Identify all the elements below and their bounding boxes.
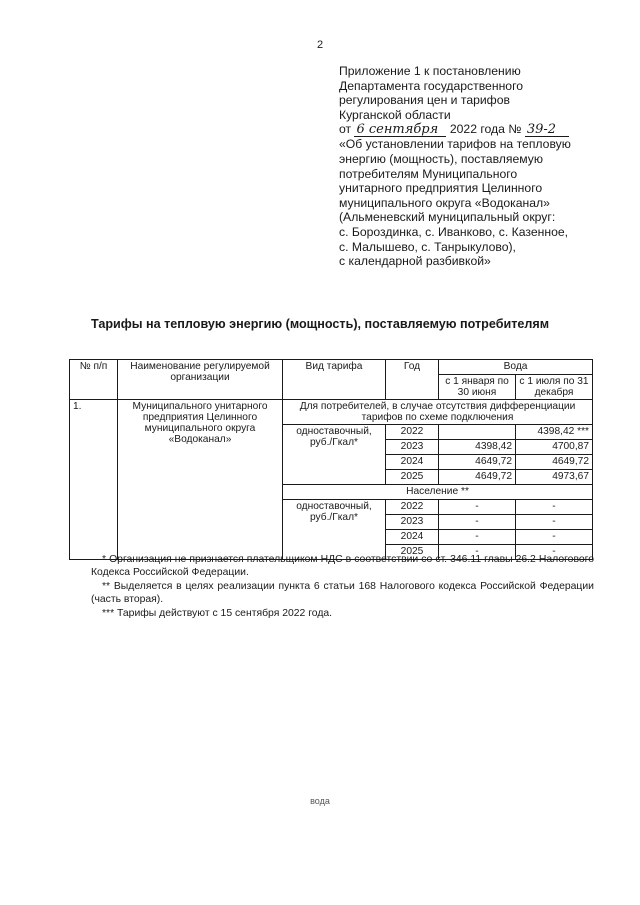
footnote-2: ** Выделяется в целях реализации пункта 6 статьи 168 Налогового кодекса Российской Федерации (часть вторая).	[91, 580, 594, 606]
tariff-type-cell: одноставочный, руб./Гкал*	[283, 425, 386, 485]
header-tariff-type: Вид тарифа	[283, 360, 386, 400]
handwritten-date: 6 сентября	[354, 124, 446, 137]
handwritten-number: 39-2	[525, 124, 569, 137]
header-period-2: с 1 июля по 31 декабря	[516, 375, 593, 400]
page-number: 2	[316, 39, 324, 51]
value-cell	[439, 425, 516, 440]
section-heading: Для потребителей, в случае отсутствия дифференциации тарифов по схеме подключения	[283, 400, 593, 425]
year-cell: 2022	[386, 425, 439, 440]
tariff-table	[69, 359, 593, 560]
value-cell: 4398,42 ***	[516, 425, 593, 440]
year-cell: 2023	[386, 440, 439, 455]
header-period-1: с 1 января по 30 июня	[439, 375, 516, 400]
appendix-date-line	[339, 122, 599, 137]
header-year: Год	[386, 360, 439, 400]
year-cell: 2023	[386, 515, 439, 530]
year-cell: 2024	[386, 530, 439, 545]
appendix-line: регулирования цен и тарифов	[339, 93, 510, 108]
footnote-3: *** Тарифы действуют с 15 сентября 2022 года.	[102, 607, 333, 619]
appendix-line: с календарной разбивкой»	[339, 254, 491, 269]
appendix-line: с. Малышево, с. Танрыкулово),	[339, 239, 516, 254]
header-org: Наименование регулируемой организации	[118, 360, 283, 400]
appendix-line: потребителям Муниципального	[339, 166, 518, 181]
value-cell: 4649,72	[439, 470, 516, 485]
appendix-line: Приложение 1 к постановлению	[339, 64, 521, 78]
year-cell: 2025	[386, 545, 439, 560]
row-number: 1.	[70, 400, 118, 560]
value-cell: 4398,42	[439, 440, 516, 455]
footnote-1: * Организация не признается плательщиком НДС в соответствии со ст. 346.11 главы 26.2 Налогового Кодекса Российской Федерации.	[91, 554, 594, 579]
table-row	[70, 400, 593, 425]
header-num: № п/п	[70, 360, 118, 400]
date-year: 2022 года №	[449, 122, 522, 137]
value-cell: -	[516, 545, 593, 560]
appendix-line: Департамента государственного	[339, 78, 524, 93]
appendix-line: Курганской области	[339, 107, 451, 122]
value-cell: -	[439, 515, 516, 530]
value-cell: -	[439, 530, 516, 545]
value-cell: -	[516, 500, 593, 515]
table-header-row	[70, 360, 593, 375]
value-cell: 4700,87	[516, 440, 593, 455]
header-water: Вода	[439, 360, 593, 375]
appendix-line: «Об установлении тарифов на тепловую	[339, 137, 571, 152]
date-prefix: от	[339, 122, 352, 137]
value-cell: 4649,72	[516, 455, 593, 470]
document-title: Тарифы на тепловую энергию (мощность), поставляемую потребителям	[90, 317, 550, 331]
value-cell: -	[516, 530, 593, 545]
year-cell: 2025	[386, 470, 439, 485]
value-cell: 4973,67	[516, 470, 593, 485]
section-heading: Население **	[283, 485, 593, 500]
value-cell: -	[439, 500, 516, 515]
value-cell: 4649,72	[439, 455, 516, 470]
appendix-header	[339, 64, 599, 269]
year-cell: 2024	[386, 455, 439, 470]
value-cell: -	[516, 515, 593, 530]
year-cell: 2022	[386, 500, 439, 515]
appendix-line: (Альменевский муниципальный округ:	[339, 210, 556, 225]
footnotes	[91, 553, 594, 620]
bottom-text: вода	[310, 796, 330, 806]
appendix-line: энергию (мощность), поставляемую	[339, 151, 544, 166]
tariff-type-cell: одноставочный, руб./Гкал*	[283, 500, 386, 560]
value-cell: -	[439, 545, 516, 560]
organization-name: Муниципального унитарного предприятия Целинного муниципального округа «Водоканал»	[118, 400, 283, 560]
appendix-line: муниципального округа «Водоканал»	[339, 195, 550, 210]
appendix-line: унитарного предприятия Целинного	[339, 181, 543, 196]
appendix-line: с. Бороздинка, с. Иванково, с. Казенное,	[339, 224, 569, 239]
